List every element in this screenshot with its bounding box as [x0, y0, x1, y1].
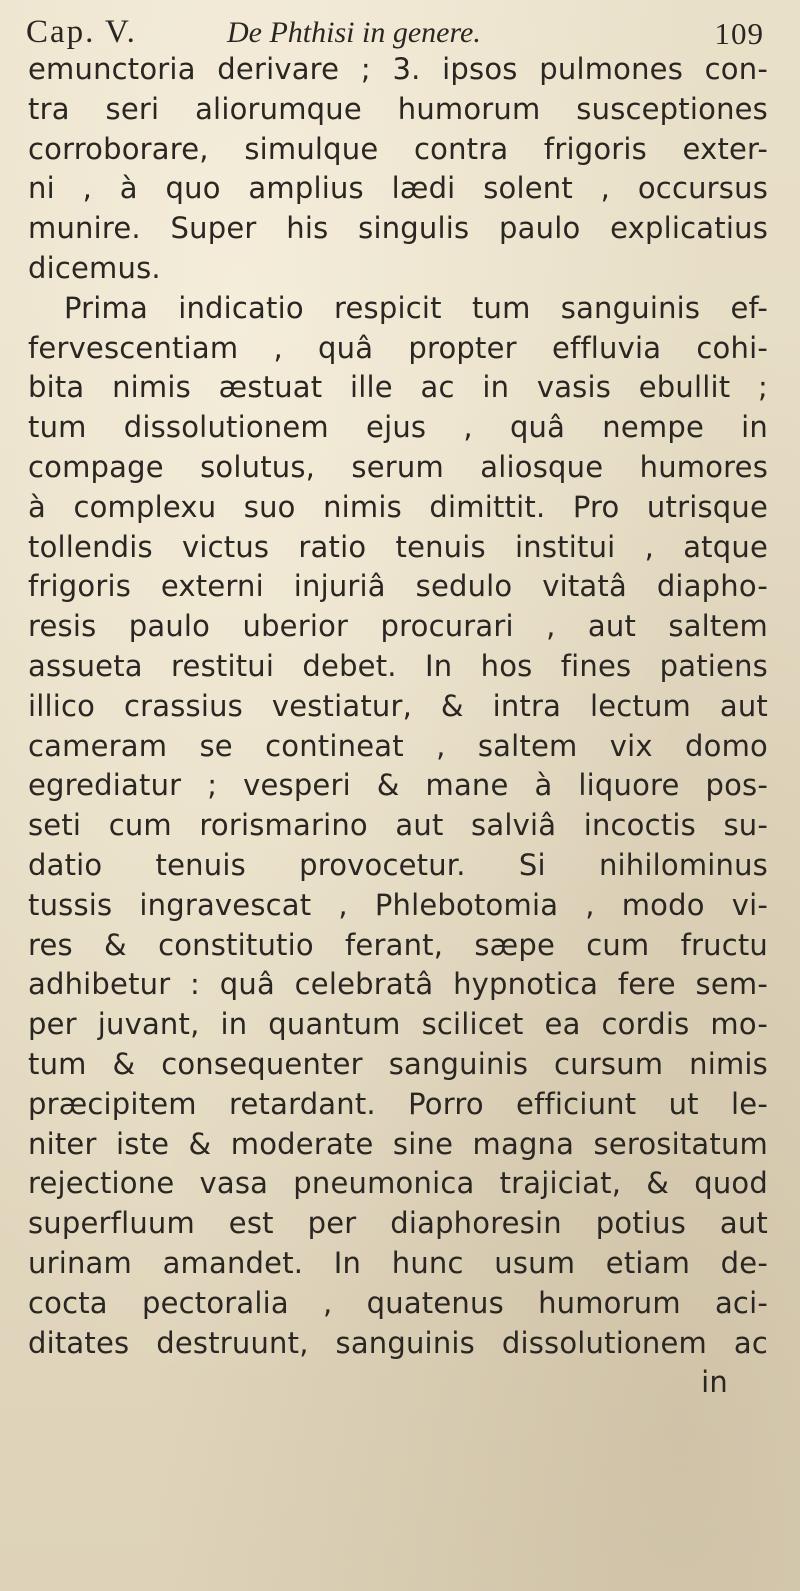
text-line: resis paulo uberior procurari , aut saltem: [28, 609, 768, 644]
body-text: [28, 50, 768, 1403]
catchword: in: [701, 1365, 728, 1400]
text-line: cocta pectoralia , quatenus humorum aci-: [28, 1285, 768, 1320]
text-line: emunctoria derivare ; 3. ipsos pulmones con-: [28, 52, 768, 86]
text-line: ni , à quo amplius lædi solent , occursus: [28, 171, 768, 206]
text-line: res & constitutio ferant, sæpe cum fructu: [28, 927, 768, 962]
running-title: De Phthisi in genere.: [227, 16, 481, 49]
text-line: tum dissolutionem ejus , quâ nempe in: [28, 410, 768, 445]
text-line: tollendis victus ratio tenuis institui , atque: [28, 529, 768, 564]
paragraph-first-line: Prima indicatio respicit tum sanguinis ef-: [64, 290, 768, 325]
text-line: tum & consequenter sanguinis cursum nimis: [28, 1046, 768, 1081]
text-line: dicemus.: [28, 250, 161, 285]
text-line: cameram se contineat , saltem vix domo: [28, 728, 768, 763]
text-line: illico crassius vestiatur, & intra lectum aut: [28, 688, 768, 723]
text-line: urinam amandet. In hunc usum etiam de-: [28, 1245, 768, 1280]
text-line: per juvant, in quantum scilicet ea cordis mo-: [28, 1007, 768, 1042]
text-line: frigoris externi injuriâ sedulo vitatâ diapho-: [28, 569, 768, 604]
text-line: à complexu suo nimis dimittit. Pro utrisque: [28, 489, 768, 524]
text-line: corroborare, simulque contra frigoris exter-: [28, 131, 768, 166]
text-line: assueta restitui debet. In hos fines patiens: [28, 648, 768, 683]
text-line: tra seri aliorumque humorum susceptiones: [28, 91, 768, 126]
chapter-label: Cap. V.: [26, 14, 137, 50]
text-line: niter iste & moderate sine magna serositatum: [28, 1126, 768, 1161]
text-line: seti cum rorismarino aut salviâ incoctis su-: [28, 808, 768, 843]
text-line: munire. Super his singulis paulo explicatius: [28, 211, 768, 246]
text-line: bita nimis æstuat ille ac in vasis ebullit ;: [28, 370, 768, 405]
text-line: fervescentiam , quâ propter effluvia cohi-: [28, 330, 768, 365]
text-line: compage solutus, serum aliosque humores: [28, 449, 768, 484]
running-header: [22, 6, 782, 56]
text-line: egrediatur ; vesperi & mane à liquore pos-: [28, 768, 768, 803]
text-line: adhibetur : quâ celebratâ hypnotica fere sem-: [28, 967, 768, 1002]
text-line: rejectione vasa pneumonica trajiciat, & quod: [28, 1166, 768, 1201]
text-line: tussis ingravescat , Phlebotomia , modo vi-: [28, 887, 768, 922]
text-line: ditates destruunt, sanguinis dissolutionem ac: [28, 1325, 768, 1360]
page-number: 109: [714, 16, 764, 51]
text-line: præcipitem retardant. Porro efficiunt ut le-: [28, 1086, 768, 1121]
text-line: superfluum est per diaphoresin potius aut: [28, 1206, 768, 1241]
text-line: datio tenuis provocetur. Si nihilominus: [28, 847, 768, 882]
